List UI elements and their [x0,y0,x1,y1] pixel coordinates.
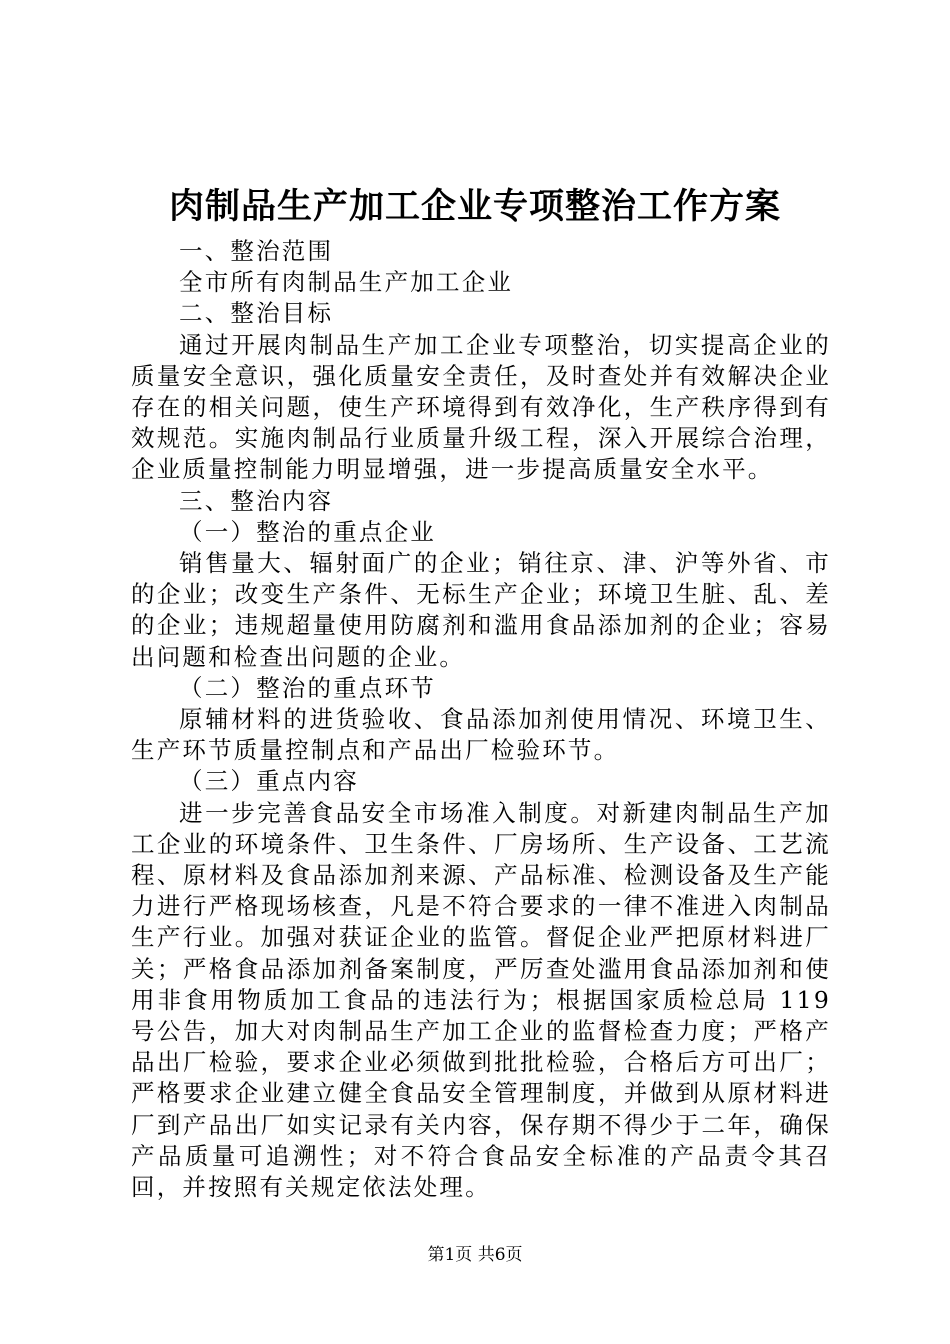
subheading-key-links: （二）整治的重点环节 [179,673,436,702]
document-title: 肉制品生产加工企业专项整治工作方案 [168,186,781,227]
key-enterprises-paragraph: 销售量大、辐射面广的企业；销往京、津、沪等外省、市的企业；改变生产条件、无标生产企业；环境卫生脏、乱、差的企业；违规超量使用防腐剂和滥用食品添加剂的企业；容易出问题和检查出问题的企业。 [131,549,831,671]
section-heading-scope: 一、整治范围 [179,237,334,265]
page-number-footer: 第1页 共6页 [427,1245,523,1265]
subheading-key-enterprises: （一）整治的重点企业 [179,517,436,546]
section-heading-content: 三、整治内容 [179,486,334,515]
key-content-paragraph: 进一步完善食品安全市场准入制度。对新建肉制品生产加工企业的环境条件、卫生条件、厂房场所、生产设备、工艺流程、原材料及食品添加剂来源、产品标准、检测设备及生产能力进行严格现场核查，凡是不符合要求的一律不准进入肉制品生产行业。加强对获证企业的监管。督促企业严把原材料进厂关；严格食品添加剂备案制度，严厉查处滥用食品添加剂和使用非食用物质加工食品的违法行为；根据国家质检总局 119 号公告，加大对肉制品生产加工企业的监督检查力度；严格产品出厂检验，要求企业必须做到批批检验，合格后方可出厂；严格要求企业建立健全食品安全管理制度，并做到从原材料进厂到产品出厂如实记录有关内容，保存期不得少于二年，确保产品质量可追溯性；对不符合食品安全标准的产品责令其召回，并按照有关规定依法处理。 [131,798,831,1202]
goals-paragraph: 通过开展肉制品生产加工企业专项整治，切实提高企业的质量安全意识，强化质量安全责任，及时查处并有效解决企业存在的相关问题，使生产环境得到有效净化，生产秩序得到有效规范。实施肉制品行业质量升级工程，深入开展综合治理，企业质量控制能力明显增强，进一步提高质量安全水平。 [131,330,831,484]
section-heading-goals: 二、整治目标 [179,299,334,328]
key-links-paragraph: 原辅材料的进货验收、食品添加剂使用情况、环境卫生、生产环节质量控制点和产品出厂检验环节。 [131,705,831,765]
scope-paragraph: 全市所有肉制品生产加工企业 [179,268,514,297]
document-body [131,236,831,1203]
subheading-key-content: （三）重点内容 [179,767,359,796]
